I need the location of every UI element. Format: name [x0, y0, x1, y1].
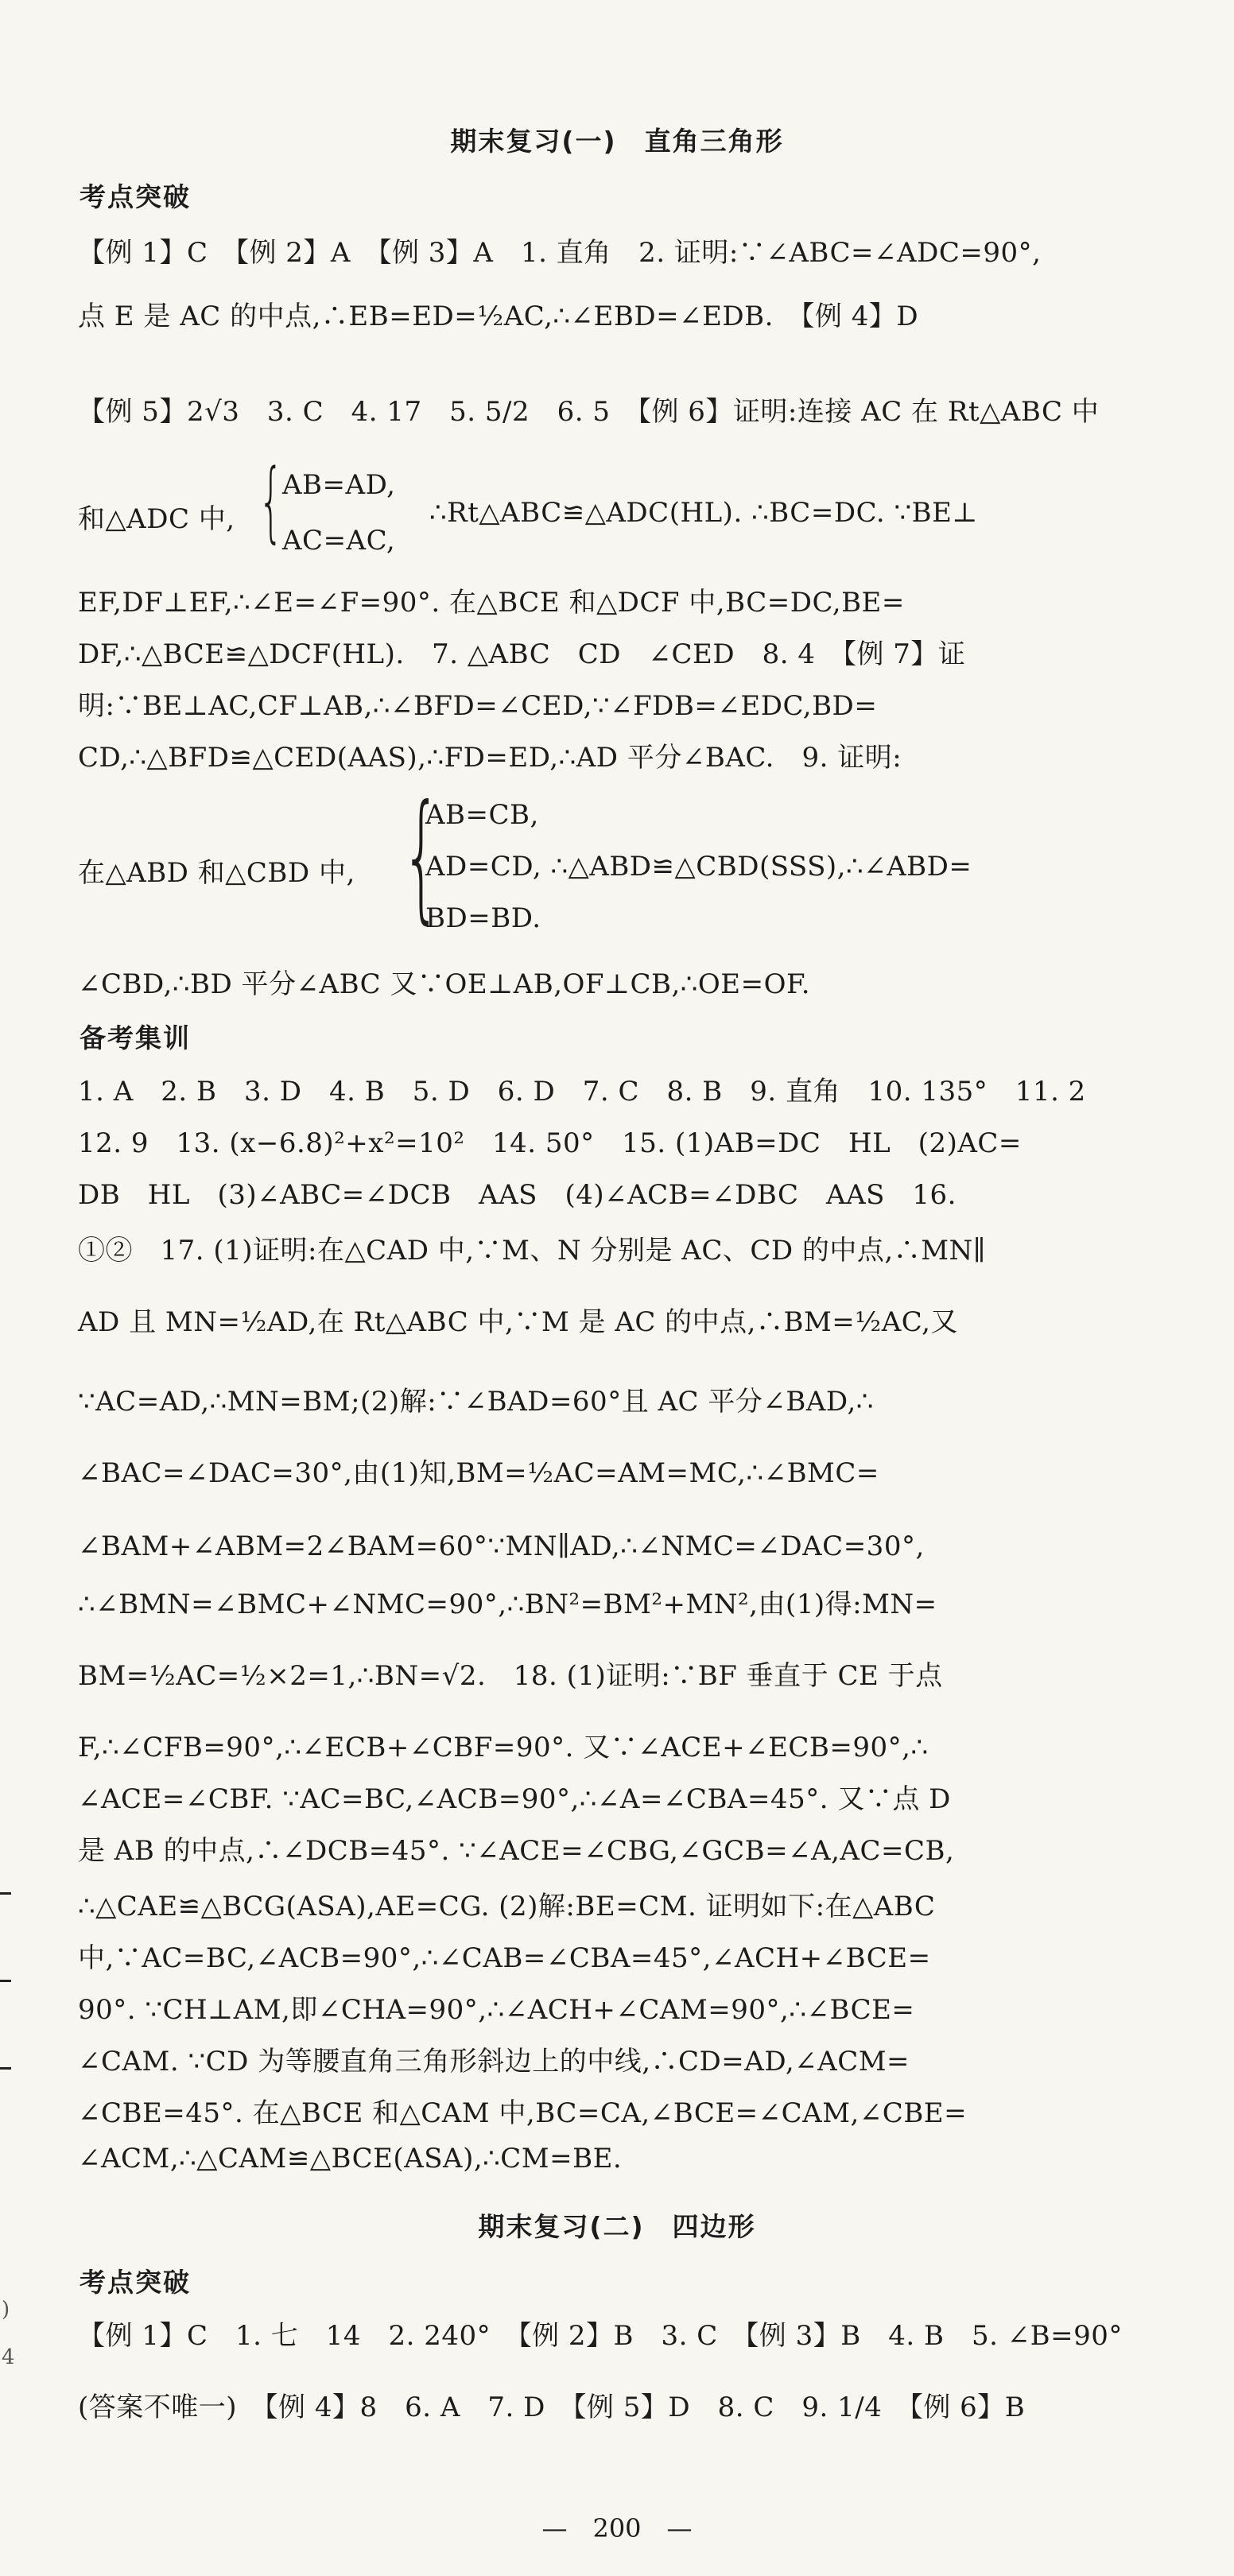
answer-line: 在△ABD 和△CBD 中,	[78, 857, 355, 889]
heading-kaodian-1: 考点突破	[80, 181, 191, 212]
answer-line: 和△ADC 中,	[78, 503, 235, 535]
answer-line: ∵AC=AD,∴MN=BM;(2)解:∵∠BAD=60°且 AC 平分∠BAD,∴	[78, 1386, 874, 1418]
answer-line: BM=½AC=½×2=1,∴BN=√2. 18. (1)证明:∵BF 垂直于 CE 于点	[78, 1660, 943, 1692]
answer-line: ∠CAM. ∵CD 为等腰直角三角形斜边上的中线,∴CD=AD,∠ACM=	[78, 2046, 910, 2077]
answer-line: 1. A 2. B 3. D 4. B 5. D 6. D 7. C 8. B 9. 直角 10. 135° 11. 2	[78, 1076, 1086, 1108]
answer-line: 【例 5】2√3 3. C 4. 17 5. 5/2 6. 5 【例 6】证明:连接 AC 在 Rt△ABC 中	[78, 396, 1100, 428]
answer-line: ∠BAC=∠DAC=30°,由(1)知,BM=½AC=AM=MC,∴∠BMC=	[78, 1457, 879, 1489]
answer-line: 【例 1】C 1. 七 14 2. 240° 【例 2】B 3. C 【例 3】B 4. B 5. ∠B=90°	[78, 2320, 1123, 2352]
answer-line: 点 E 是 AC 的中点,∴EB=ED=½AC,∴∠EBD=∠EDB. 【例 4】D	[78, 301, 919, 332]
answer-line: (答案不唯一) 【例 4】8 6. A 7. D 【例 5】D 8. C 9. 1/4 【例 6】B	[78, 2392, 1026, 2423]
brace-symbol: {	[258, 450, 284, 552]
answer-line: ∠CBE=45°. 在△BCE 和△CAM 中,BC=CA,∠BCE=∠CAM,∠CBE=	[78, 2097, 968, 2129]
answer-line: 90°. ∵CH⊥AM,即∠CHA=90°,∴∠ACH+∠CAM=90°,∴∠BCE=	[78, 1994, 915, 2026]
section-title-2: 期末复习(二) 四边形	[478, 2211, 756, 2242]
answer-line: 是 AB 的中点,∴∠DCB=45°. ∵∠ACE=∠CBG,∠GCB=∠A,AC=CB,	[78, 1835, 955, 1867]
answer-line: 12. 9 13. (x−6.8)²+x²=10² 14. 50° 15. (1)AB=DC HL (2)AC=	[78, 1127, 1022, 1159]
edge-rule	[0, 2067, 11, 2070]
answer-line: AD 且 MN=½AD,在 Rt△ABC 中,∵M 是 AC 的中点,∴BM=½AC,又	[78, 1306, 958, 1338]
edge-rule	[0, 1980, 11, 1982]
margin-mark: )	[2, 2298, 10, 2322]
brace-symbol: {	[402, 776, 442, 937]
answer-line: EF,DF⊥EF,∴∠E=∠F=90°. 在△BCE 和△DCF 中,BC=DC,BE=	[78, 587, 905, 619]
answer-line: ∠CBD,∴BD 平分∠ABC 又∵OE⊥AB,OF⊥CB,∴OE=OF.	[78, 968, 811, 1000]
brace-line: AD=CD, ∴△ABD≌△CBD(SSS),∴∠ABD=	[425, 851, 972, 883]
answer-line: ∴Rt△ABC≌△ADC(HL). ∴BC=DC. ∵BE⊥	[429, 497, 978, 529]
answer-line: 【例 1】C 【例 2】A 【例 3】A 1. 直角 2. 证明:∵∠ABC=∠ADC=90°,	[78, 237, 1042, 269]
section-title-1: 期末复习(一) 直角三角形	[450, 126, 784, 157]
answer-line: ∠ACE=∠CBF. ∵AC=BC,∠ACB=90°,∴∠A=∠CBA=45°. 又∵点 D	[78, 1783, 951, 1815]
edge-rule	[0, 1892, 11, 1895]
brace-line: AB=AD,	[282, 469, 396, 501]
answer-line: ①② 17. (1)证明:在△CAD 中,∵M、N 分别是 AC、CD 的中点,∴MN∥	[78, 1235, 986, 1267]
answer-line: F,∴∠CFB=90°,∴∠ECB+∠CBF=90°. 又∵∠ACE+∠ECB=90°,∴	[78, 1732, 929, 1763]
page-number: — 200 —	[541, 2513, 693, 2543]
heading-kaodian-2: 考点突破	[80, 2267, 191, 2298]
answer-line: 明:∵BE⊥AC,CF⊥AB,∴∠BFD=∠CED,∵∠FDB=∠EDC,BD=	[78, 690, 878, 722]
brace-line: AB=CB,	[425, 799, 539, 831]
margin-mark: 4	[2, 2345, 15, 2369]
answer-line: ∠ACM,∴△CAM≌△BCE(ASA),∴CM=BE.	[78, 2143, 623, 2174]
answer-line: DB HL (3)∠ABC=∠DCB AAS (4)∠ACB=∠DBC AAS 16.	[78, 1179, 957, 1211]
brace-line: AC=AC,	[282, 525, 396, 557]
answer-line: DF,∴△BCE≌△DCF(HL). 7. △ABC CD ∠CED 8. 4 【例 7】证	[78, 638, 966, 670]
answer-line: ∴∠BMN=∠BMC+∠NMC=90°,∴BN²=BM²+MN²,由(1)得:MN=	[78, 1589, 937, 1620]
answer-line: ∴△CAE≌△BCG(ASA),AE=CG. (2)解:BE=CM. 证明如下:在△ABC	[78, 1891, 936, 1922]
brace-line: BD=BD.	[425, 902, 541, 934]
answer-line: CD,∴△BFD≌△CED(AAS),∴FD=ED,∴AD 平分∠BAC. 9. 证明:	[78, 742, 902, 774]
answer-line: 中,∵AC=BC,∠ACB=90°,∴∠CAB=∠CBA=45°,∠ACH+∠BCE=	[78, 1942, 931, 1974]
answer-line: ∠BAM+∠ABM=2∠BAM=60°∵MN∥AD,∴∠NMC=∠DAC=30°,	[78, 1530, 925, 1562]
heading-beikao: 备考集训	[80, 1022, 191, 1053]
